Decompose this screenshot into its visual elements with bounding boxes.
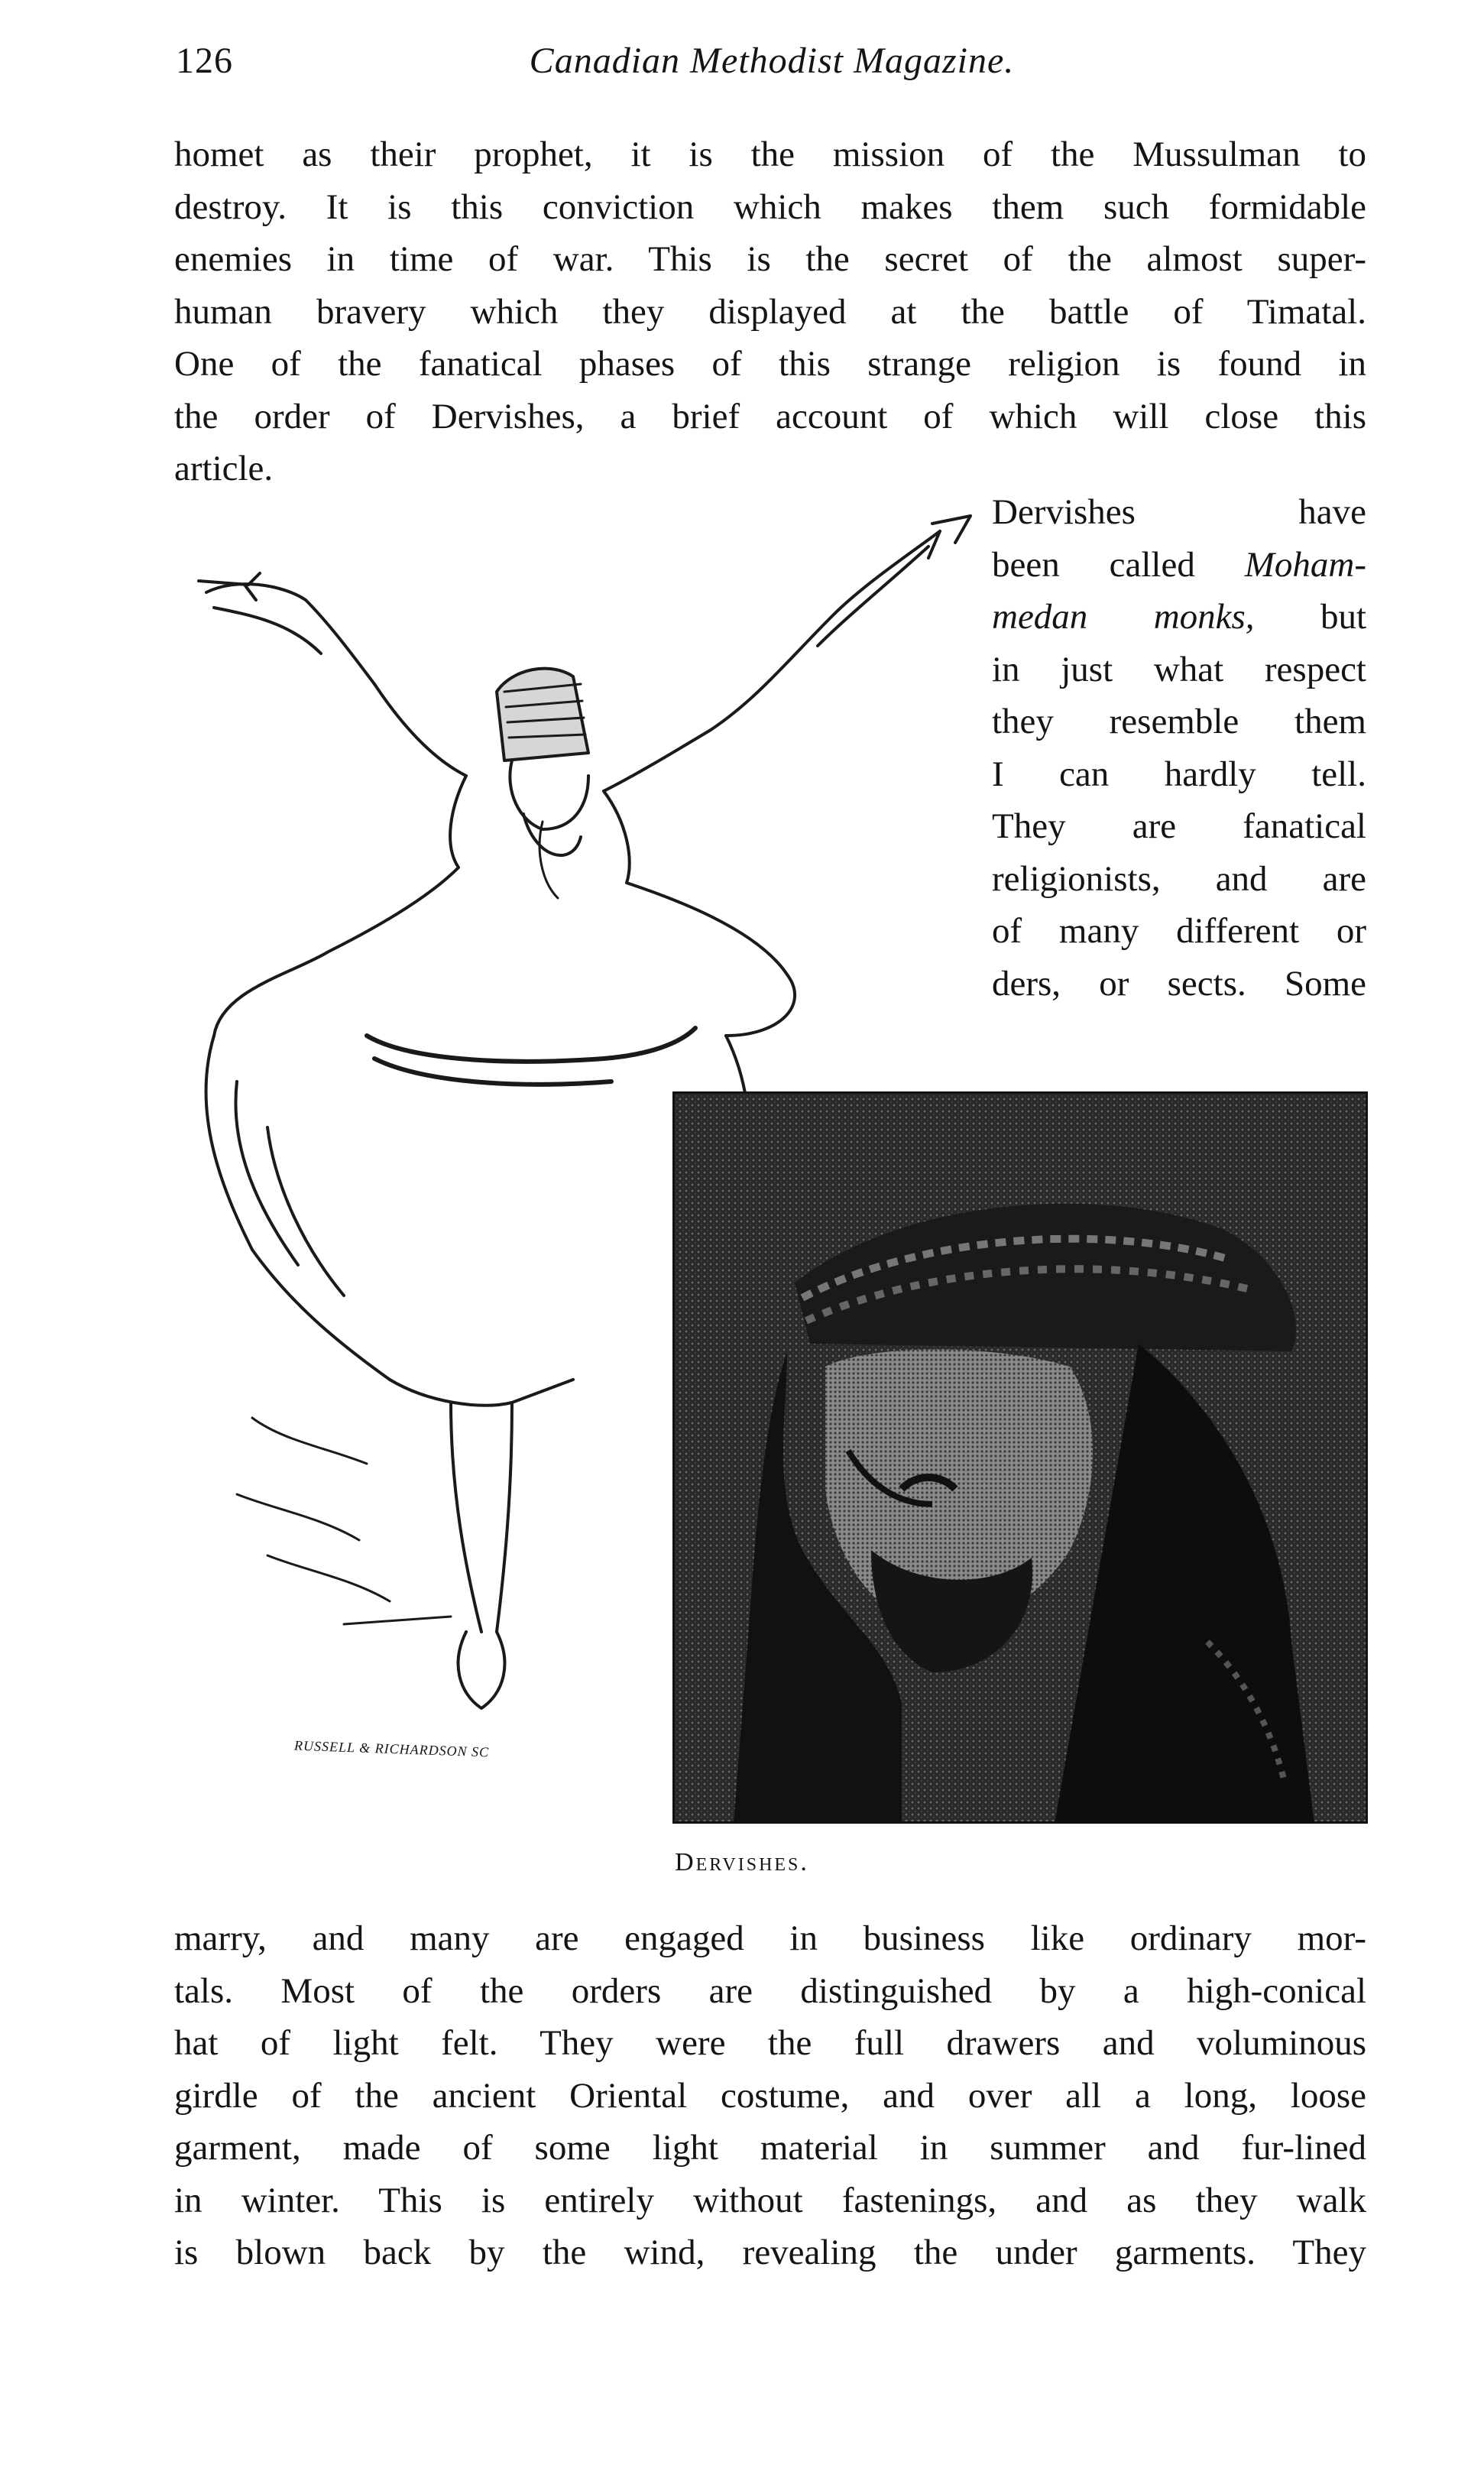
text-line: human bravery which they displayed at the battle of Timatal. [174,291,1366,332]
figure-caption: Dervishes. [675,1848,809,1876]
page-number: 126 [176,41,233,81]
text-line: religionists, and are [992,858,1366,899]
text-line: the order of Dervishes, a brief account of which will close this [174,396,1366,436]
text-line: destroy. It is this conviction which makes them such formidable [174,186,1366,227]
text-line: in just what respect [992,649,1366,689]
dervish-portrait-halftone [672,1091,1368,1824]
running-title: Canadian Methodist Magazine. [529,41,1015,81]
italic-term: Moham- [1244,544,1366,585]
text-line [992,539,1366,592]
text-line: I can hardly tell. [992,754,1366,794]
text-line: marry, and many are engaged in business like ordinary mor- [174,1918,1366,1958]
italic-term: medan monks, [992,597,1255,637]
text-line: ders, or sects. Some [992,963,1366,1004]
text-line: tals. Most of the orders are distinguished by a high-conical [174,1970,1366,2011]
text-line: of many different or [992,911,1366,951]
text-line: girdle of the ancient Oriental costume, and over all a long, loose [174,2075,1366,2116]
text-line [992,591,1366,644]
text-line: they resemble them [992,702,1366,741]
text-line: One of the fanatical phases of this strange religion is found in [174,344,1366,384]
text-line: They are fanatical [992,806,1366,846]
text-line: is blown back by the wind, revealing the under garments. They [174,2233,1366,2272]
paragraph-dervishes-side [992,486,1366,1010]
text-line: article. [174,449,274,488]
text-line: hat of light felt. They were the full drawers and voluminous [174,2023,1366,2063]
paragraph-intro [174,128,1366,495]
page-header [176,40,1368,101]
text-line: Dervishes have [992,492,1366,532]
text-line: garment, made of some light material in summer and fur-lined [174,2128,1366,2168]
text-run: been called [992,544,1245,585]
text-run: but [1254,597,1366,637]
text-line: homet as their prophet, it is the mission of the Mussulman to [174,135,1366,174]
paragraph-continued [174,1912,1366,2279]
signature-text: RUSSELL & RICHARDSON SC [293,1737,490,1760]
text-line: in winter. This is entirely without fastenings, and as they walk [174,2180,1366,2220]
text-line: enemies in time of war. This is the secret of the almost super- [174,239,1366,279]
